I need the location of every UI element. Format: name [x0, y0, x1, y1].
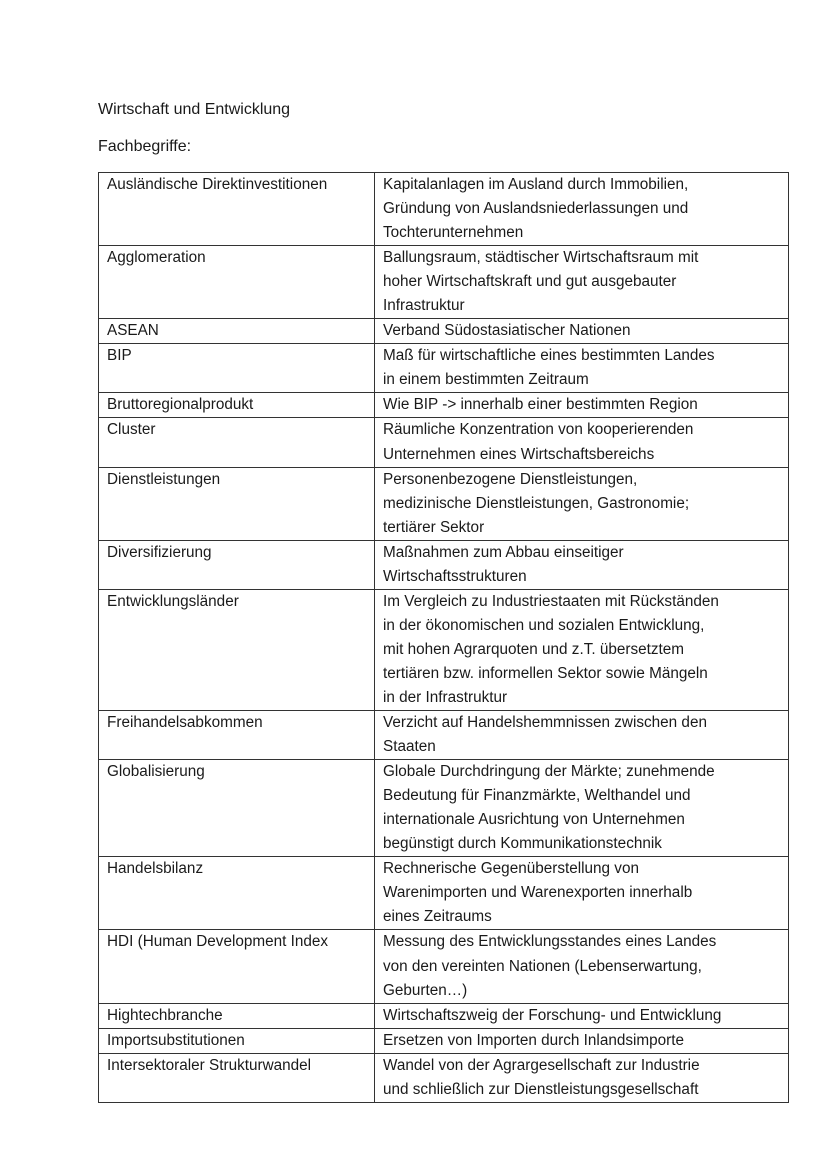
term-cell: Dienstleistungen: [99, 467, 375, 540]
definition-line: Ballungsraum, städtischer Wirtschaftsraum mit: [383, 249, 699, 267]
term-cell: Agglomeration: [99, 246, 375, 319]
definition-line: tertiärer Sektor: [383, 518, 485, 536]
table-row: [99, 857, 789, 930]
term-cell: Importsubstitutionen: [99, 1028, 375, 1053]
table-row: [99, 246, 789, 319]
definition-cell: [375, 393, 789, 418]
definition-line: internationale Ausrichtung von Unternehmen: [383, 811, 685, 829]
definition-line: Gründung von Auslandsniederlassungen und: [383, 200, 689, 218]
document-title: Wirtschaft und Entwicklung: [98, 101, 291, 118]
definition-cell: [375, 173, 789, 246]
definition-line: begünstigt durch Kommunikationstechnik: [383, 835, 662, 853]
definition-line: Wirtschaftszweig der Forschung- und Entwicklung: [383, 1006, 722, 1024]
definition-line: Im Vergleich zu Industriestaaten mit Rückständen: [383, 592, 719, 610]
table-row: [99, 393, 789, 418]
definition-cell: [375, 930, 789, 1003]
table-row: [99, 1003, 789, 1028]
definition-line: Wandel von der Agrargesellschaft zur Industrie: [383, 1056, 700, 1074]
definition-line: Messung des Entwicklungsstandes eines Landes: [383, 933, 717, 951]
term-cell: Bruttoregionalprodukt: [99, 393, 375, 418]
definition-cell: [375, 246, 789, 319]
table-row: [99, 540, 789, 589]
definition-cell: [375, 344, 789, 393]
definition-line: Ersetzen von Importen durch Inlandsimporte: [383, 1031, 684, 1049]
table-row: [99, 930, 789, 1003]
definition-line: und schließlich zur Dienstleistungsgesellschaft: [383, 1080, 699, 1098]
definition-cell: [375, 760, 789, 857]
table-row: [99, 173, 789, 246]
term-cell: ASEAN: [99, 319, 375, 344]
definition-line: in der Infrastruktur: [383, 688, 508, 706]
definition-line: von den vereinten Nationen (Lebenserwartung,: [383, 957, 702, 975]
definition-line: hoher Wirtschaftskraft und gut ausgebauter: [383, 273, 677, 291]
table-row: [99, 1053, 789, 1102]
definition-cell: [375, 467, 789, 540]
definition-cell: [375, 857, 789, 930]
definition-cell: [375, 711, 789, 760]
definition-line: Bedeutung für Finanzmärkte, Welthandel und: [383, 787, 691, 805]
definition-cell: [375, 540, 789, 589]
term-cell: Handelsbilanz: [99, 857, 375, 930]
definition-line: Maßnahmen zum Abbau einseitiger: [383, 543, 624, 561]
table-row: [99, 589, 789, 710]
term-cell: HDI (Human Development Index: [99, 930, 375, 1003]
term-cell: Diversifizierung: [99, 540, 375, 589]
definition-cell: [375, 589, 789, 710]
definition-line: Unternehmen eines Wirtschaftsbereichs: [383, 445, 655, 463]
definition-line: Geburten…): [383, 981, 468, 999]
term-cell: BIP: [99, 344, 375, 393]
table-row: [99, 319, 789, 344]
definition-line: mit hohen Agrarquoten und z.T. übersetztem: [383, 640, 685, 658]
definition-line: Warenimporten und Warenexporten innerhalb: [383, 884, 693, 902]
definition-line: in einem bestimmten Zeitraum: [383, 371, 589, 389]
definition-cell: [375, 1003, 789, 1028]
definition-line: Verzicht auf Handelshemmnissen zwischen den: [383, 714, 707, 732]
table-row: [99, 760, 789, 857]
definition-line: tertiären bzw. informellen Sektor sowie Mängeln: [383, 664, 708, 682]
term-cell: Globalisierung: [99, 760, 375, 857]
definition-cell: [375, 418, 789, 467]
term-cell: Freihandelsabkommen: [99, 711, 375, 760]
definition-cell: [375, 319, 789, 344]
section-heading: Fachbegriffe:: [98, 138, 192, 155]
term-cell: Cluster: [99, 418, 375, 467]
term-cell: Intersektoraler Strukturwandel: [99, 1053, 375, 1102]
table-row: [99, 418, 789, 467]
definition-line: Verband Südostasiatischer Nationen: [383, 322, 631, 340]
table-row: [99, 344, 789, 393]
term-cell: Entwicklungsländer: [99, 589, 375, 710]
definition-line: medizinische Dienstleistungen, Gastronomie;: [383, 494, 690, 512]
definition-line: Globale Durchdringung der Märkte; zunehmende: [383, 763, 715, 781]
glossary-table: [98, 172, 789, 1103]
definition-line: eines Zeitraums: [383, 908, 492, 926]
definition-line: Tochterunternehmen: [383, 224, 524, 242]
definition-line: Rechnerische Gegenüberstellung von: [383, 860, 639, 878]
definition-line: in der ökonomischen und sozialen Entwicklung,: [383, 616, 705, 634]
definition-line: Infrastruktur: [383, 297, 465, 315]
table-row: [99, 1028, 789, 1053]
definition-cell: [375, 1053, 789, 1102]
term-cell: Ausländische Direktinvestitionen: [99, 173, 375, 246]
definition-line: Staaten: [383, 738, 436, 756]
table-row: [99, 467, 789, 540]
definition-line: Wie BIP -> innerhalb einer bestimmten Region: [383, 396, 698, 414]
term-cell: Hightechbranche: [99, 1003, 375, 1028]
definition-line: Kapitalanlagen im Ausland durch Immobilien,: [383, 176, 689, 193]
definition-line: Maß für wirtschaftliche eines bestimmten Landes: [383, 347, 715, 365]
table-row: [99, 711, 789, 760]
definition-line: Räumliche Konzentration von kooperierenden: [383, 421, 694, 439]
definition-cell: [375, 1028, 789, 1053]
definition-line: Wirtschaftsstrukturen: [383, 567, 527, 585]
definition-line: Personenbezogene Dienstleistungen,: [383, 470, 638, 488]
